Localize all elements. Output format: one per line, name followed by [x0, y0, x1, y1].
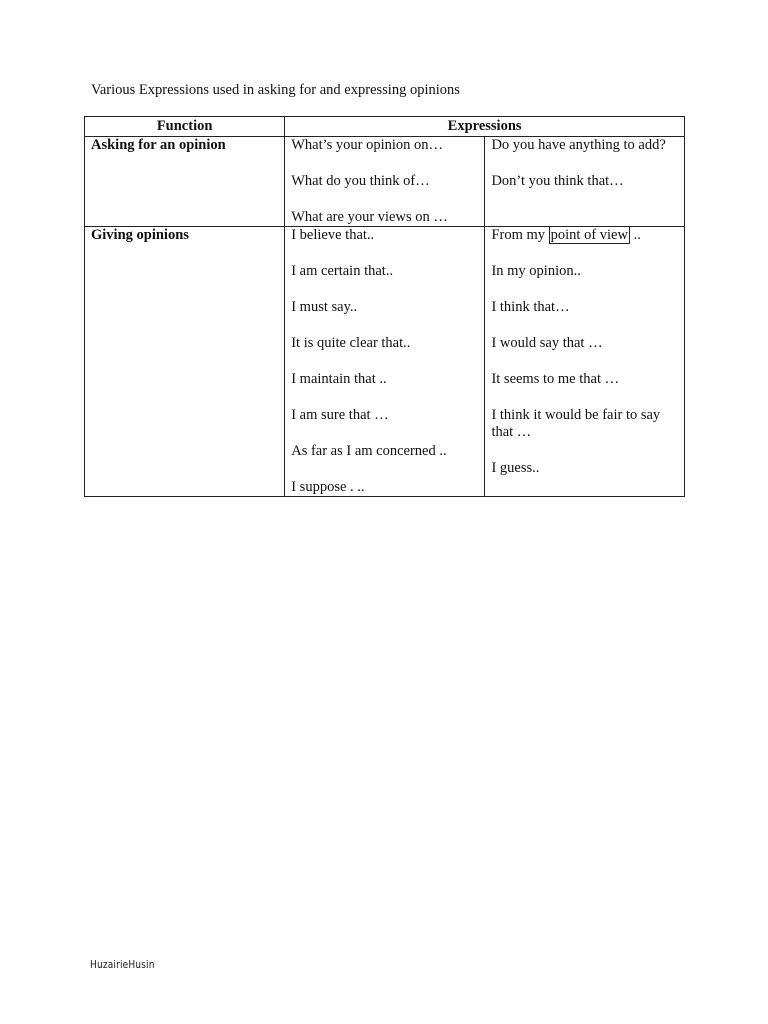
expressions-cell-asking-a: [285, 137, 485, 227]
expression-item: I believe that..: [291, 227, 375, 243]
expression-item: I must say..: [291, 299, 358, 315]
expression-item: It seems to me that …: [491, 371, 620, 387]
table-row-asking: [85, 137, 685, 227]
expression-item: I think that…: [491, 299, 570, 315]
table-row-giving: [85, 227, 685, 497]
expression-item: What are your views on …: [291, 209, 448, 225]
expression-item: I suppose . ..: [291, 479, 365, 495]
expression-item: It is quite clear that..: [291, 335, 411, 351]
expression-suffix: ..: [629, 227, 641, 243]
expression-item: What’s your opinion on…: [291, 137, 444, 153]
expressions-cell-giving-b: [485, 227, 685, 497]
expression-item: As far as I am concerned ..: [291, 443, 447, 459]
expression-item: Don’t you think that…: [491, 173, 624, 189]
expressions-cell-asking-b: [485, 137, 685, 227]
footer-author: HuzairieHusin: [90, 958, 155, 971]
expression-item: I guess..: [491, 460, 540, 476]
header-function: Function: [85, 117, 285, 137]
expression-item: I would say that …: [491, 335, 603, 351]
function-cell-asking: Asking for an opinion: [85, 137, 285, 227]
expression-item-point-of-view: [491, 227, 678, 244]
expression-item: In my opinion..: [491, 263, 581, 279]
expression-item: I am certain that..: [291, 263, 394, 279]
table-header-row: [85, 117, 685, 137]
expression-item: I think it would be fair to say that …: [491, 407, 661, 440]
expression-item: Do you have anything to add?: [491, 137, 666, 153]
expression-item: I maintain that ..: [291, 371, 387, 387]
function-cell-giving: Giving opinions: [85, 227, 285, 497]
expression-item: What do you think of…: [291, 173, 430, 189]
expressions-table: [84, 116, 685, 497]
boxed-phrase: point of view: [550, 227, 628, 243]
header-expressions: Expressions: [285, 117, 685, 137]
document-title: Various Expressions used in asking for and expressing opinions: [91, 82, 460, 98]
expression-item: I am sure that …: [291, 407, 389, 423]
expressions-cell-giving-a: [285, 227, 485, 497]
expression-prefix: From my: [491, 227, 549, 243]
